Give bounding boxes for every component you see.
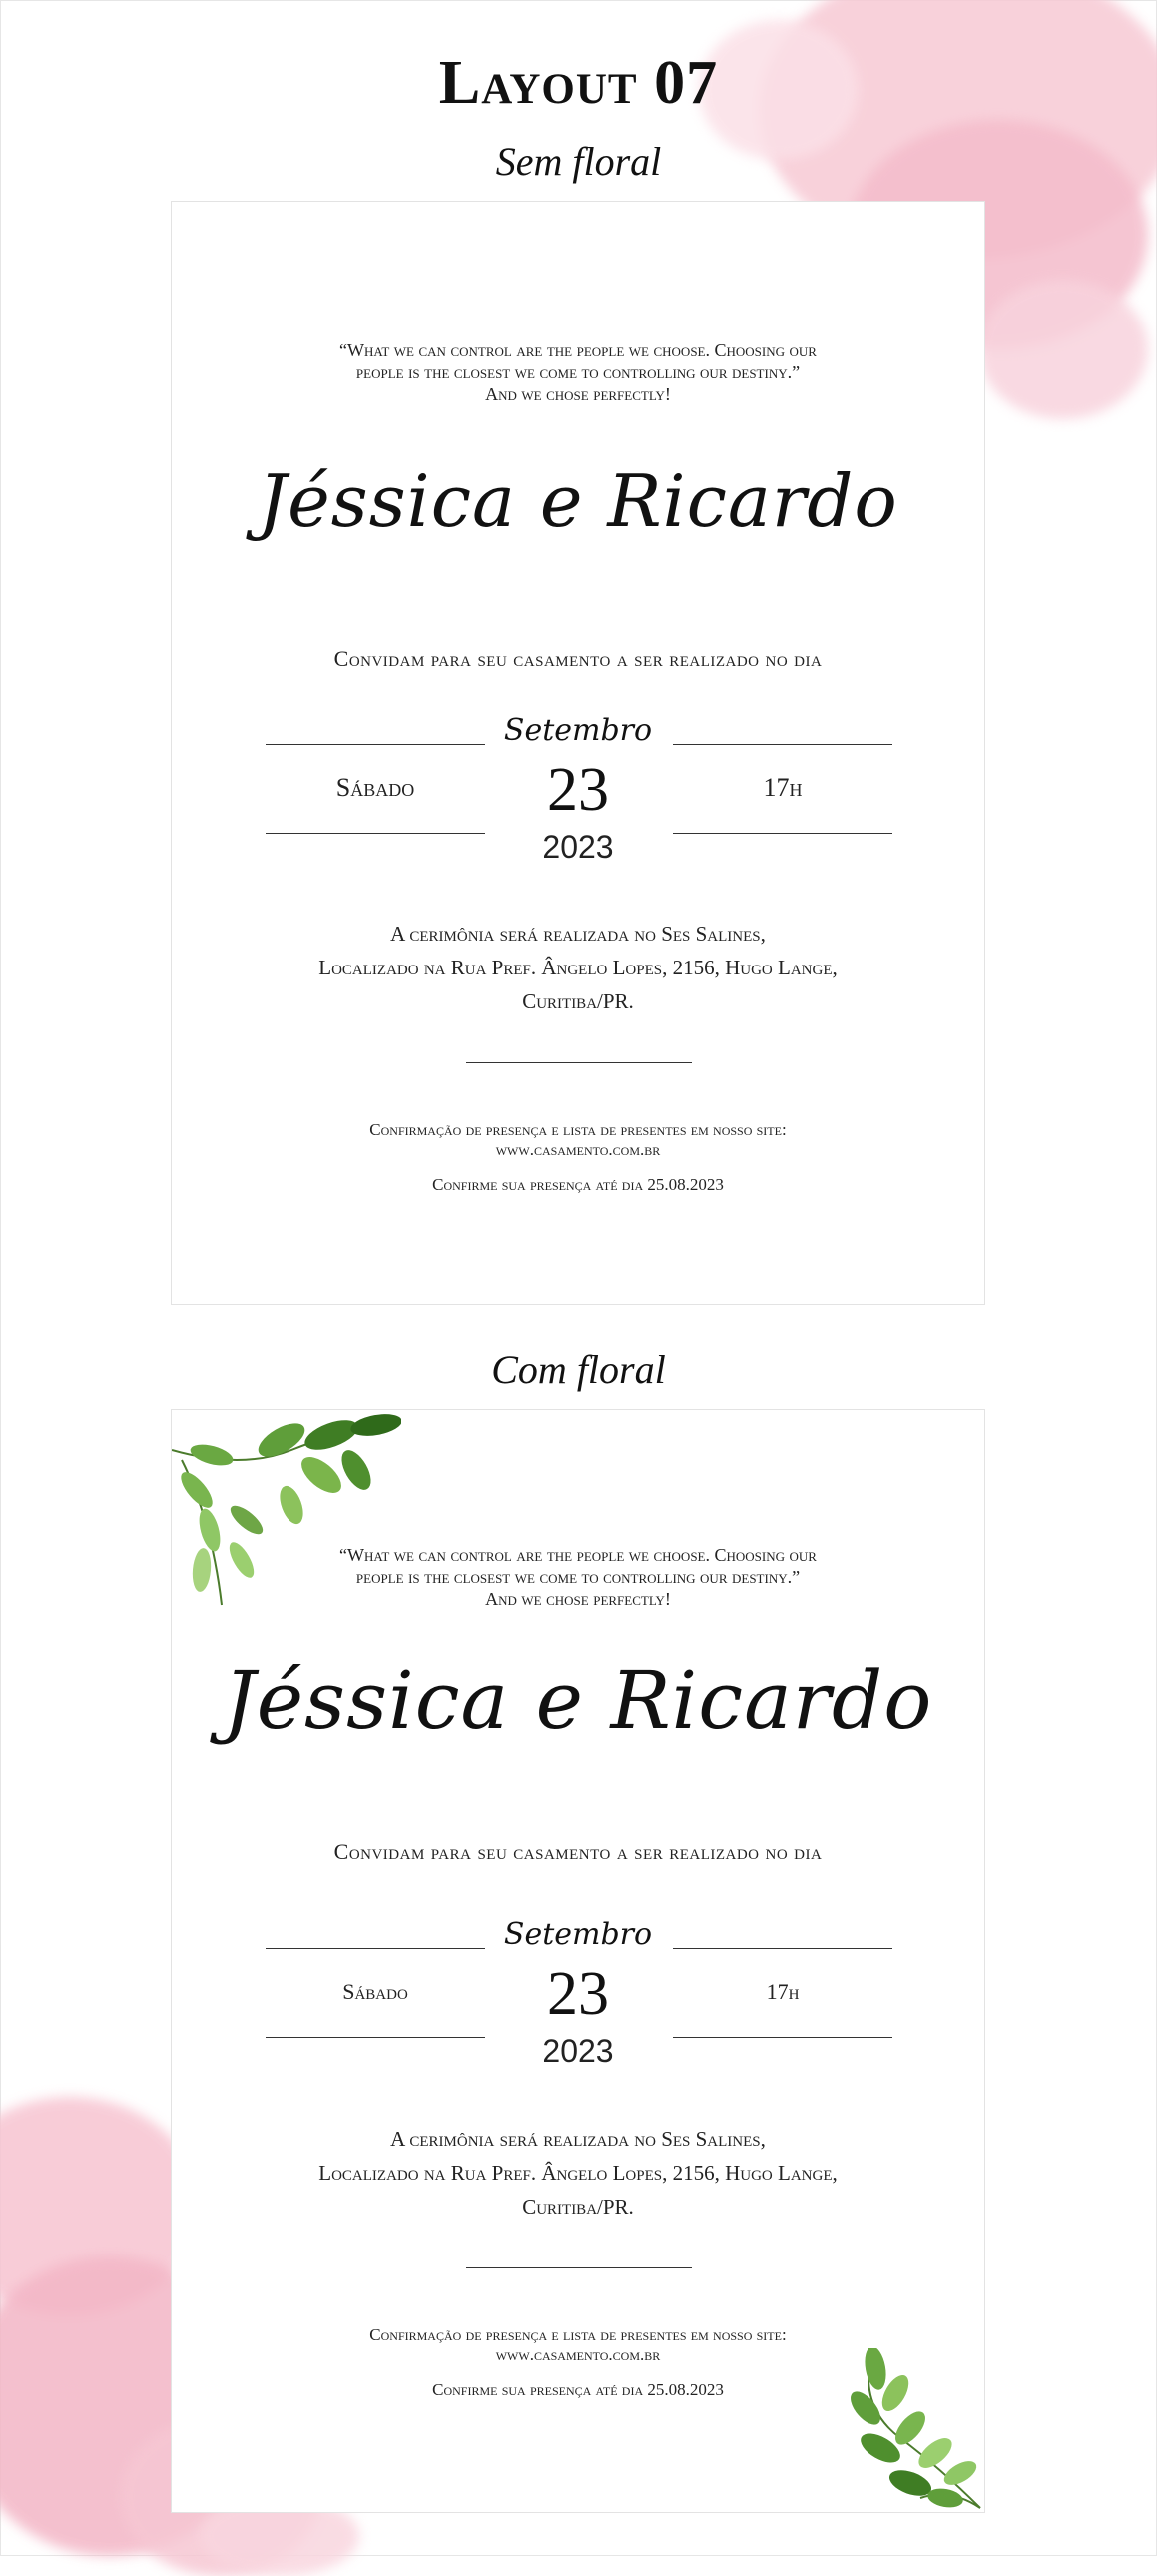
event-day: 23 bbox=[547, 1960, 609, 2028]
section-label-sem-floral: Sem floral bbox=[495, 139, 662, 184]
quote-text bbox=[172, 339, 984, 405]
quote-line: And we chose perfectly! bbox=[485, 1589, 671, 1609]
venue-line: A cerimônia será realizada no Ses Salines, bbox=[390, 922, 766, 946]
event-time: 17h bbox=[766, 1979, 800, 2004]
event-year: 2023 bbox=[542, 829, 614, 865]
invitation-card-plain bbox=[171, 201, 985, 1305]
quote-line: people is the closest we come to controlling our destiny.” bbox=[355, 362, 801, 382]
couple-names: Jéssica e Ricardo bbox=[223, 1654, 933, 1747]
invitation-card-floral bbox=[171, 1409, 985, 2513]
event-day: 23 bbox=[547, 756, 609, 824]
venue-line: Localizado na Rua Pref. Ângelo Lopes, 2156, Hugo Lange, bbox=[318, 2161, 838, 2185]
leaf-branch-bottom-right-icon bbox=[831, 2348, 986, 2513]
website-link[interactable]: www.casamento.com.br bbox=[495, 1140, 661, 1159]
rsvp-line: Confirmação de presença e lista de presentes em nosso site: bbox=[369, 1120, 787, 1139]
quote-line: And we chose perfectly! bbox=[485, 384, 671, 404]
rsvp-deadline: Confirme sua presença até dia 25.08.2023 bbox=[432, 2380, 724, 2399]
event-year: 2023 bbox=[542, 2033, 614, 2069]
invite-text: Convidam para seu casamento a ser realizado no dia bbox=[333, 1839, 823, 1864]
event-month: Setembro bbox=[503, 1917, 653, 1952]
venue-line: Curitiba/PR. bbox=[522, 2195, 634, 2219]
quote-line: “What we can control are the people we choose. Choosing our bbox=[339, 1545, 817, 1565]
event-month: Setembro bbox=[503, 713, 653, 748]
weekday: Sábado bbox=[342, 1979, 408, 2004]
divider bbox=[466, 1062, 692, 1063]
quote-line: people is the closest we come to controlling our destiny.” bbox=[355, 1567, 801, 1587]
invite-text: Convidam para seu casamento a ser realizado no dia bbox=[333, 646, 823, 671]
rsvp-text bbox=[172, 1120, 984, 1160]
venue-line: Curitiba/PR. bbox=[522, 989, 634, 1013]
rsvp-deadline: Confirme sua presença até dia 25.08.2023 bbox=[432, 1175, 724, 1194]
venue-line: A cerimônia será realizada no Ses Salines, bbox=[390, 2127, 766, 2151]
venue-text bbox=[172, 2122, 984, 2224]
section-label-com-floral: Com floral bbox=[491, 1347, 666, 1392]
venue-text bbox=[172, 917, 984, 1018]
divider bbox=[466, 2267, 692, 2268]
page-title: Layout 07 bbox=[438, 49, 719, 117]
quote-line: “What we can control are the people we choose. Choosing our bbox=[339, 340, 817, 360]
rsvp-line: Confirmação de presença e lista de presentes em nosso site: bbox=[369, 2325, 787, 2344]
weekday: Sábado bbox=[335, 773, 415, 802]
quote-text bbox=[172, 1544, 984, 1610]
couple-names: Jéssica e Ricardo bbox=[258, 459, 898, 543]
venue-line: Localizado na Rua Pref. Ângelo Lopes, 2156, Hugo Lange, bbox=[318, 956, 838, 979]
event-time: 17h bbox=[763, 773, 803, 802]
website-link[interactable]: www.casamento.com.br bbox=[495, 2345, 661, 2364]
